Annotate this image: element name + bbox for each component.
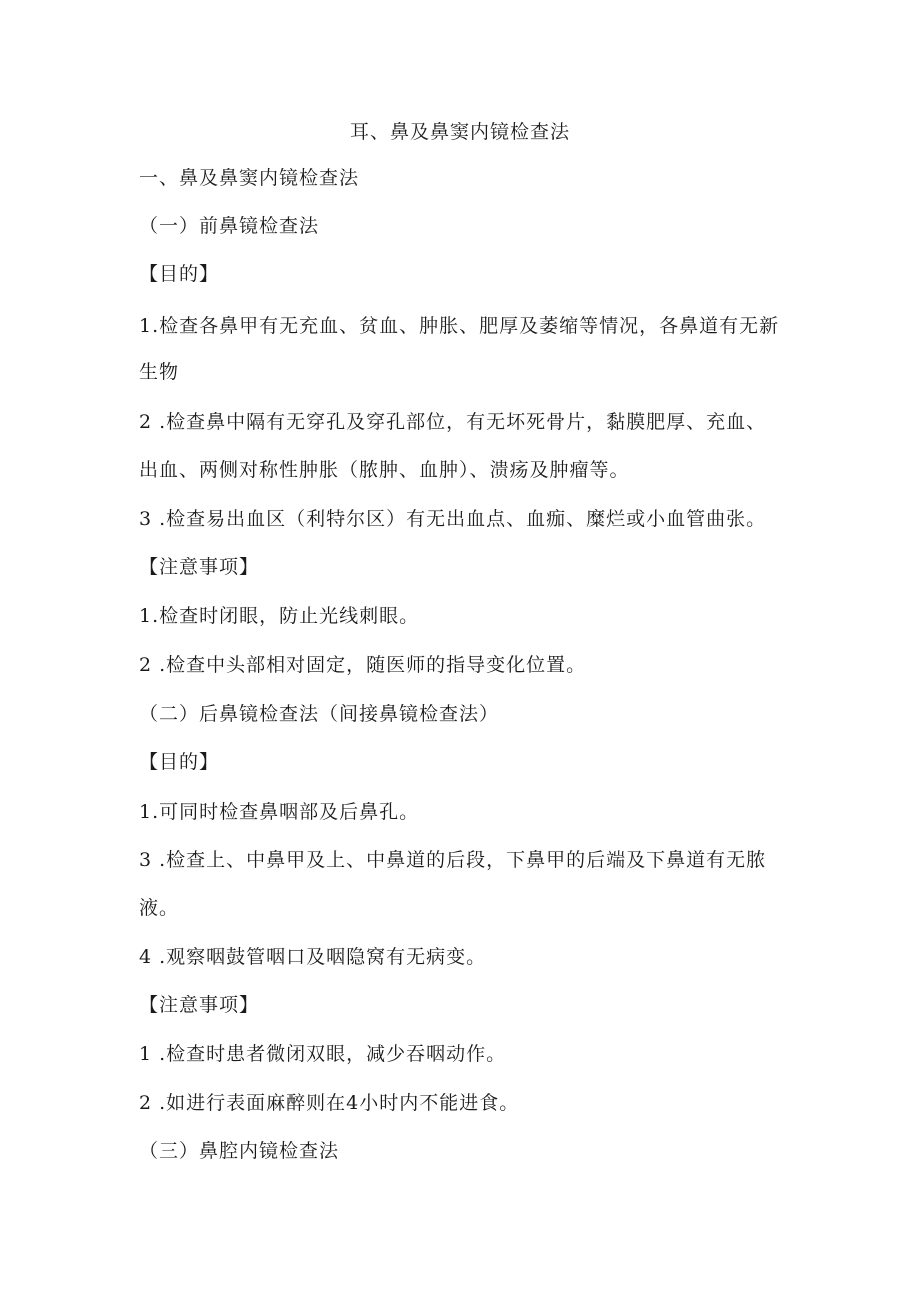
text-line: 3 .检查易出血区（利特尔区）有无出血点、血痂、糜烂或小血管曲张。: [139, 508, 767, 530]
text-line: 1.检查各鼻甲有无充血、贫血、肿胀、肥厚及萎缩等情况，各鼻道有无新: [139, 315, 780, 337]
text-line: 2 .如进行表面麻醉则在4小时内不能进食。: [139, 1092, 520, 1114]
text-line: 1.检查时闭眼，防止光线刺眼。: [139, 605, 420, 627]
subsection-heading: （一）前鼻镜检查法: [139, 215, 320, 237]
text-line: 3 .检查上、中鼻甲及上、中鼻道的后段，下鼻甲的后端及下鼻道有无脓: [139, 849, 767, 871]
text-line: 2 .检查中头部相对固定，随医师的指导变化位置。: [139, 654, 587, 676]
section-heading: 一、鼻及鼻窦内镜检查法: [139, 167, 360, 189]
text-line: 生物: [139, 361, 180, 383]
text-line: 2 .检查鼻中隔有无穿孔及穿孔部位，有无坏死骨片，黏膜肥厚、充血、: [139, 411, 767, 433]
text-line: 4 .观察咽鼓管咽口及咽隐窝有无病变。: [139, 946, 487, 968]
subsection-heading: （三）鼻腔内镜检查法: [139, 1140, 340, 1162]
bracket-heading: 【注意事项】: [139, 994, 260, 1016]
bracket-heading: 【目的】: [139, 263, 220, 285]
text-line: 1 .检查时患者微闭双眼，减少吞咽动作。: [139, 1043, 507, 1065]
document-title: 耳、鼻及鼻窦内镜检查法: [349, 121, 570, 143]
text-line: 出血、两侧对称性肿胀（脓肿、血肿）、溃疡及肿瘤等。: [139, 459, 630, 481]
text-line: 1.可同时检查鼻咽部及后鼻孔。: [139, 801, 420, 823]
bracket-heading: 【注意事项】: [139, 556, 260, 578]
subsection-heading: （二）后鼻镜检查法（间接鼻镜检查法）: [139, 703, 500, 725]
bracket-heading: 【目的】: [139, 751, 220, 773]
text-line: 液。: [139, 897, 180, 919]
